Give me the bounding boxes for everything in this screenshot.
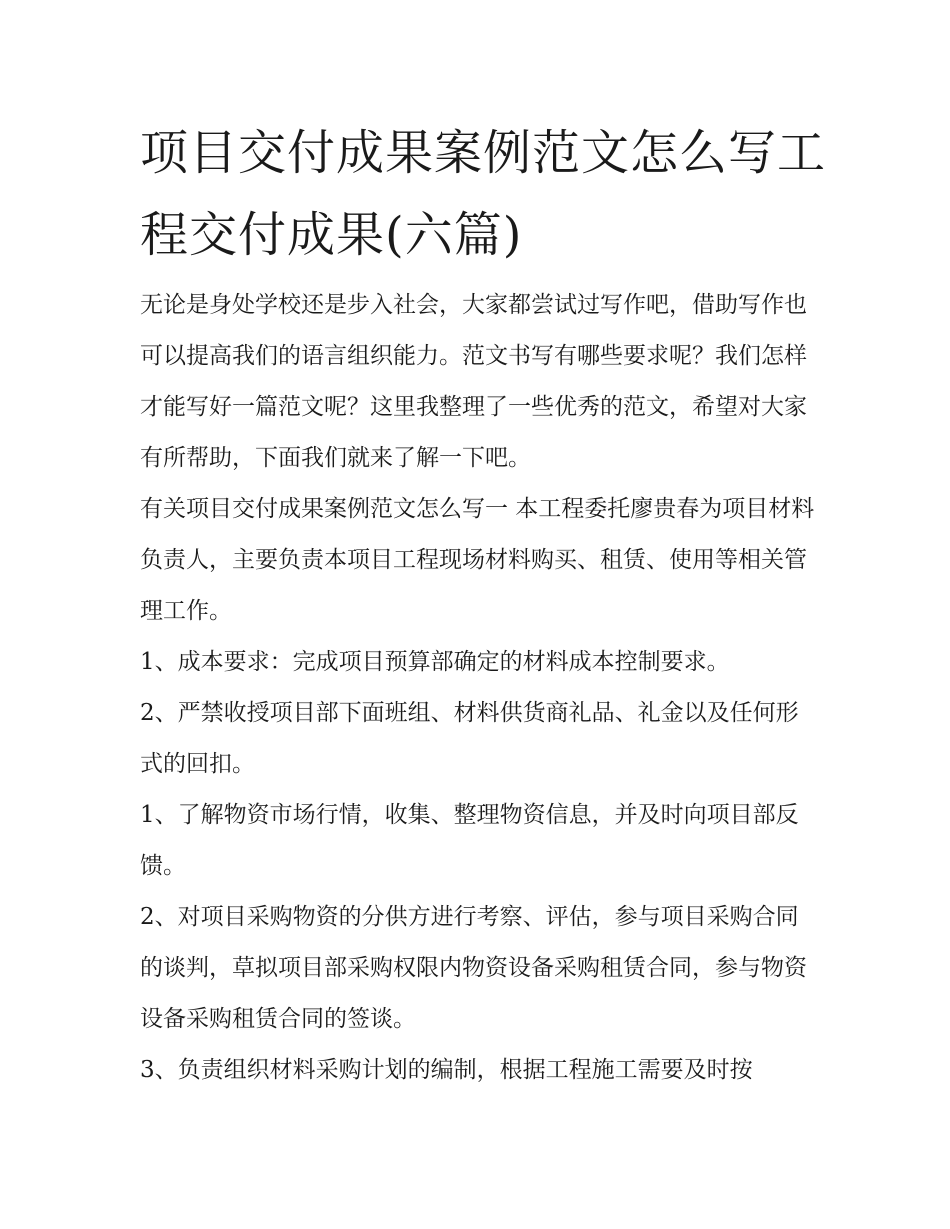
list-item: 3、负责组织材料采购计划的编制，根据工程施工需要及时按	[140, 1057, 753, 1083]
intro-paragraph: 无论是身处学校还是步入社会，大家都尝试过写作吧，借助写作也可以提高我们的语言组织能力。范文书写有哪些要求呢？我们怎样才能写好一篇范文呢？这里我整理了一些优秀的范文，希望对大家有所帮助，下面我们就来了解一下吧。	[140, 292, 807, 471]
list-item: 1、成本要求：完成项目预算部确定的材料成本控制要求。	[140, 649, 730, 675]
list-item: 2、严禁收授项目部下面班组、材料供货商礼品、礼金以及任何形式的回扣。	[140, 700, 799, 777]
list-item: 2、对项目采购物资的分供方进行考察、评估，参与项目采购合同的谈判，草拟项目部采购权限内物资设备采购租赁合同，参与物资设备采购租赁合同的签谈。	[140, 904, 807, 1032]
document-body	[140, 280, 820, 1096]
section-one-paragraph: 有关项目交付成果案例范文怎么写一 本工程委托廖贵春为项目材料负责人，主要负责本项目工程现场材料购买、租赁、使用等相关管理工作。	[140, 496, 815, 624]
list-item: 1、了解物资市场行情，收集、整理物资信息，并及时向项目部反馈。	[140, 802, 799, 879]
document-title: 项目交付成果案例范文怎么写工程交付成果(六篇)	[140, 125, 827, 263]
